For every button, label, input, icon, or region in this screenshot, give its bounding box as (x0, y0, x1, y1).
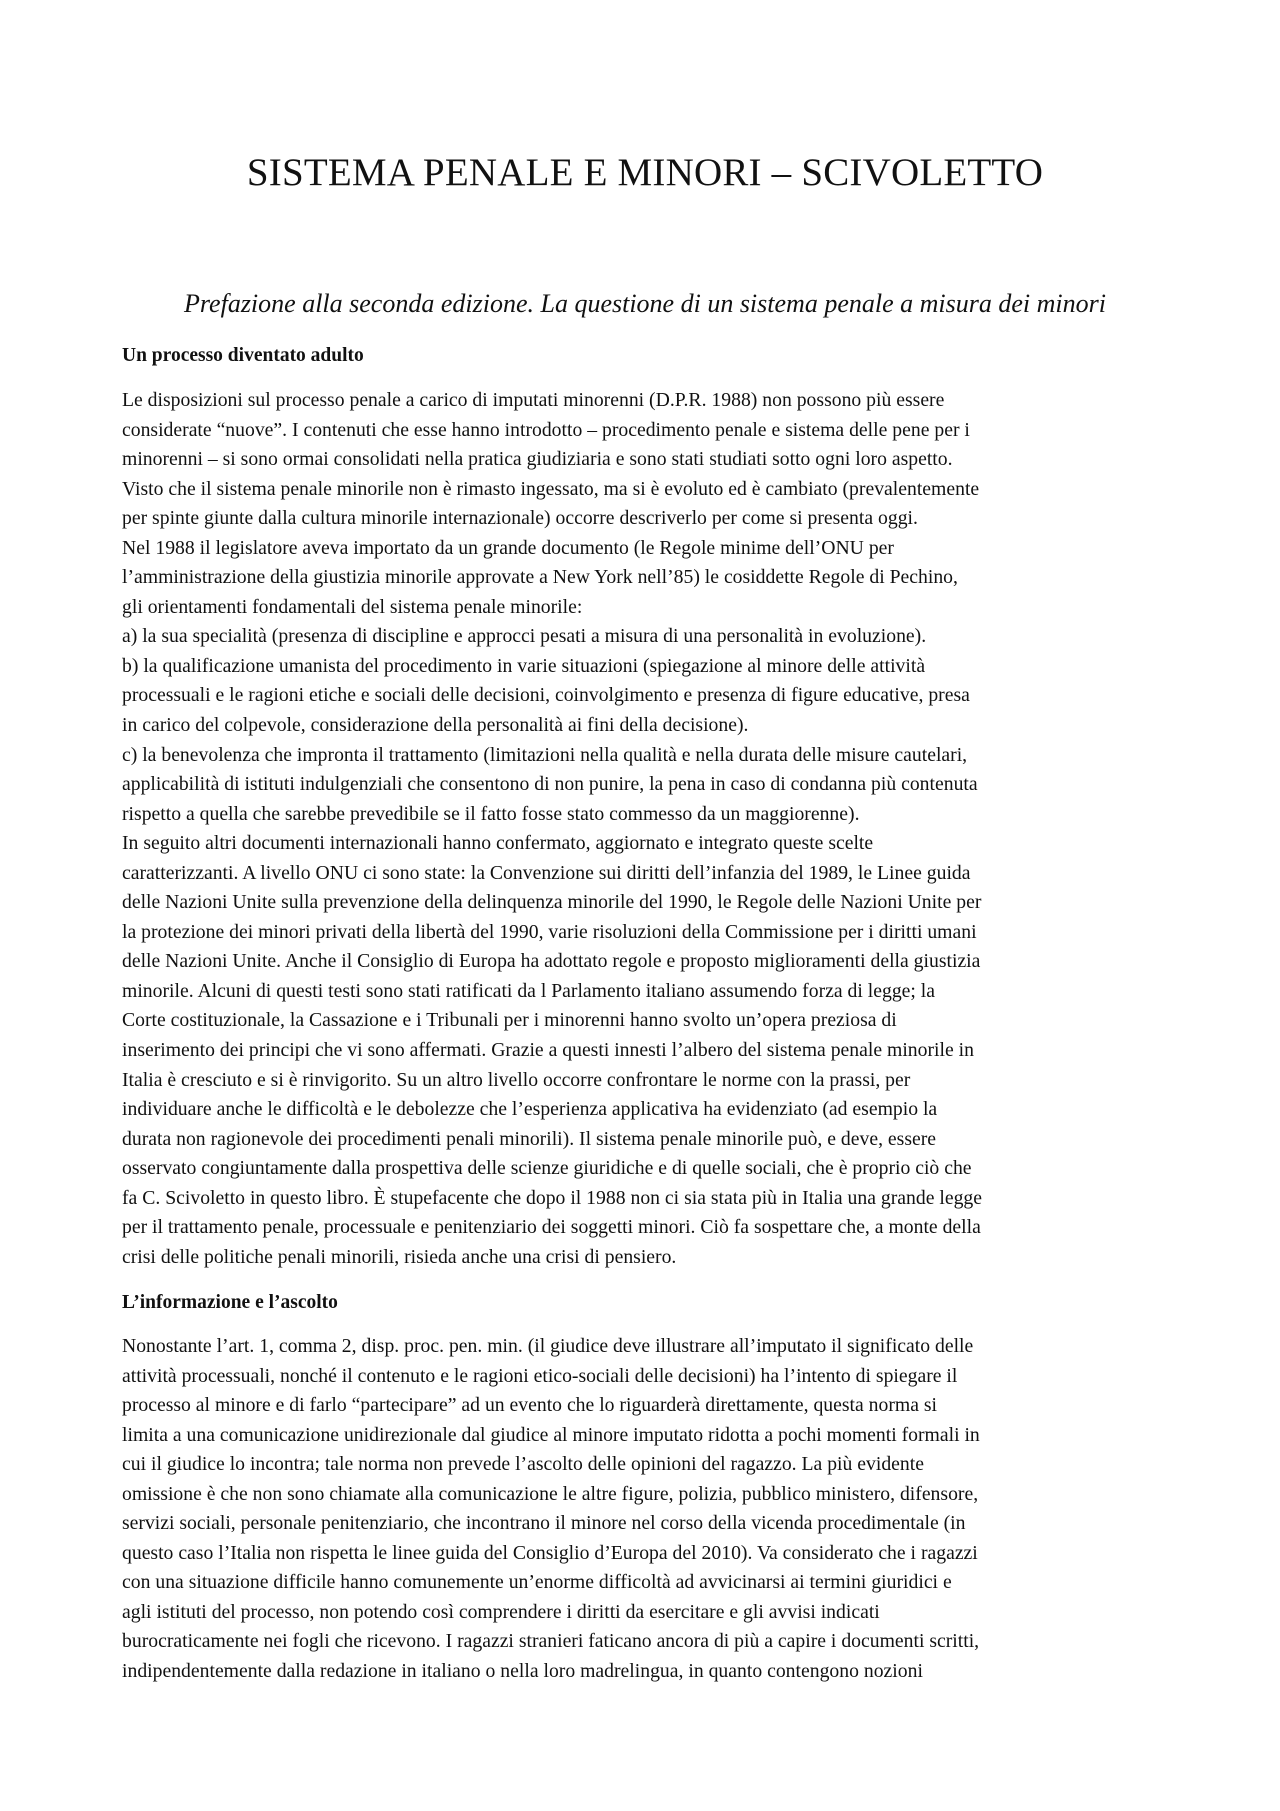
text-line: considerate “nuove”. I contenuti che esse hanno introdotto – procedimento penale e sistema delle pene per i (122, 418, 970, 441)
text-line: agli istituti del processo, non potendo così comprendere i diritti da esercitare e gli avvisi indicati (122, 1600, 880, 1623)
text-line: processo al minore e di farlo “partecipare” ad un evento che lo riguarderà direttamente, questa norma si (122, 1394, 938, 1417)
text-line: attività processuali, nonché il contenuto e le ragioni etico-sociali delle decisioni) ha l’intento di spiegare il (122, 1364, 958, 1387)
text-line: la protezione dei minori privati della libertà del 1990, varie risoluzioni della Commissione per i diritti umani (122, 920, 977, 943)
text-line: a) la sua specialità (presenza di discipline e approcci pesati a misura di una personalità in evoluzione). (122, 625, 927, 648)
text-line: c) la benevolenza che impronta il trattamento (limitazioni nella qualità e nella durata delle misure cautelari, (122, 743, 968, 766)
text-line: b) la qualificazione umanista del procedimento in varie situazioni (spiegazione al minore delle attività (122, 654, 926, 677)
section-heading-processo-adulto: Un processo diventato adulto (122, 345, 364, 366)
text-line: Nel 1988 il legislatore aveva importato da un grande documento (le Regole minime dell’ONU per (122, 536, 894, 559)
text-line: l’amministrazione della giustizia minorile approvate a New York nell’85) le cosiddette Regole di Pechino, (122, 566, 958, 589)
text-line: con una situazione difficile hanno comunemente un’enorme difficoltà ad avvicinarsi ai termini giuridici e (122, 1571, 952, 1594)
text-line: omissione è che non sono chiamate alla comunicazione le altre figure, polizia, pubblico ministero, difensore, (122, 1482, 979, 1505)
text-line: inserimento dei principi che vi sono affermati. Grazie a questi innesti l’albero del sistema penale minorile in (122, 1039, 974, 1062)
text-line: Italia è cresciuto e si è rinvigorito. Su un altro livello occorre confrontare le norme con la prassi, per (122, 1068, 911, 1091)
text-line: delle Nazioni Unite sulla prevenzione della delinquenza minorile del 1990, le Regole delle Nazioni Unite per (122, 891, 982, 914)
text-line: In seguito altri documenti internazionali hanno confermato, aggiornato e integrato queste scelte (122, 832, 874, 855)
text-line: gli orientamenti fondamentali del sistema penale minorile: (122, 595, 583, 618)
text-line: caratterizzanti. A livello ONU ci sono state: la Convenzione sui diritti dell’infanzia del 1989, le Linee guida (122, 861, 971, 884)
section-heading-informazione-ascolto: L’informazione e l’ascolto (122, 1292, 338, 1313)
text-line: rispetto a quella che sarebbe prevedibile se il fatto fosse stato commesso da un maggiorenne). (122, 802, 860, 825)
section-body-informazione-ascolto (122, 1332, 1168, 1687)
text-line: cui il giudice lo incontra; tale norma non prevede l’ascolto delle opinioni del ragazzo. La più evidente (122, 1453, 924, 1476)
text-line: osservato congiuntamente dalla prospettiva delle scienze giuridiche e di quelle sociali, che è proprio ciò che (122, 1157, 972, 1180)
text-line: per il trattamento penale, processuale e penitenziario dei soggetti minori. Ciò fa sospettare che, a monte della (122, 1216, 981, 1239)
text-line: minorenni – si sono ormai consolidati nella pratica giudiziaria e sono stati studiati sotto ogni loro aspetto. (122, 448, 953, 471)
text-line: Visto che il sistema penale minorile non è rimasto ingessato, ma si è evoluto ed è cambiato (prevalentemente (122, 477, 980, 500)
text-line: delle Nazioni Unite. Anche il Consiglio di Europa ha adottato regole e proposto miglioramenti della giustizia (122, 950, 981, 973)
section-body-processo-adulto (122, 386, 1168, 1272)
text-line: crisi delle politiche penali minorili, risieda anche una crisi di pensiero. (122, 1245, 677, 1268)
text-line: fa C. Scivoletto in questo libro. È stupefacente che dopo il 1988 non ci sia stata più in Italia una grande legge (122, 1186, 983, 1209)
text-line: individuare anche le difficoltà e le debolezze che l’esperienza applicativa ha evidenziato (ad esempio la (122, 1098, 938, 1121)
text-line: processuali e le ragioni etiche e sociali delle decisioni, coinvolgimento e presenza di figure educative, presa (122, 684, 970, 707)
text-line: Le disposizioni sul processo penale a carico di imputati minorenni (D.P.R. 1988) non possono più essere (122, 389, 945, 411)
text-line: per spinte giunte dalla cultura minorile internazionale) occorre descriverlo per come si presenta oggi. (122, 507, 918, 530)
text-line: burocraticamente nei fogli che ricevono. I ragazzi stranieri faticano ancora di più a capire i documenti scritti, (122, 1630, 980, 1653)
text-line: limita a una comunicazione unidirezionale dal giudice al minore imputato ridotta a pochi momenti formali in (122, 1423, 980, 1446)
text-line: Nonostante l’art. 1, comma 2, disp. proc. pen. min. (il giudice deve illustrare all’imputato il significato delle (122, 1335, 974, 1357)
text-line: in carico del colpevole, considerazione della personalità ai fini della decisione). (122, 714, 749, 737)
preface-title: Prefazione alla seconda edizione. La questione di un sistema penale a misura dei minori (184, 289, 1106, 318)
document-title: SISTEMA PENALE E MINORI – SCIVOLETTO (246, 151, 1044, 194)
text-line: indipendentemente dalla redazione in italiano o nella loro madrelingua, in quanto contengono nozioni (122, 1660, 923, 1683)
text-line: servizi sociali, personale penitenziario, che incontrano il minore nel corso della vicenda procedimentale (in (122, 1512, 966, 1535)
text-line: questo caso l’Italia non rispetta le linee guida del Consiglio d’Europa del 2010). Va considerato che i ragazzi (122, 1541, 978, 1564)
text-line: Corte costituzionale, la Cassazione e i Tribunali per i minorenni hanno svolto un’opera preziosa di (122, 1009, 897, 1032)
text-line: applicabilità di istituti indulgenziali che consentono di non punire, la pena in caso di condanna più contenuta (122, 773, 978, 796)
text-line: minorile. Alcuni di questi testi sono stati ratificati da l Parlamento italiano assumendo forza di legge; la (122, 979, 936, 1002)
text-line: durata non ragionevole dei procedimenti penali minorili). Il sistema penale minorile può, e deve, essere (122, 1127, 937, 1150)
